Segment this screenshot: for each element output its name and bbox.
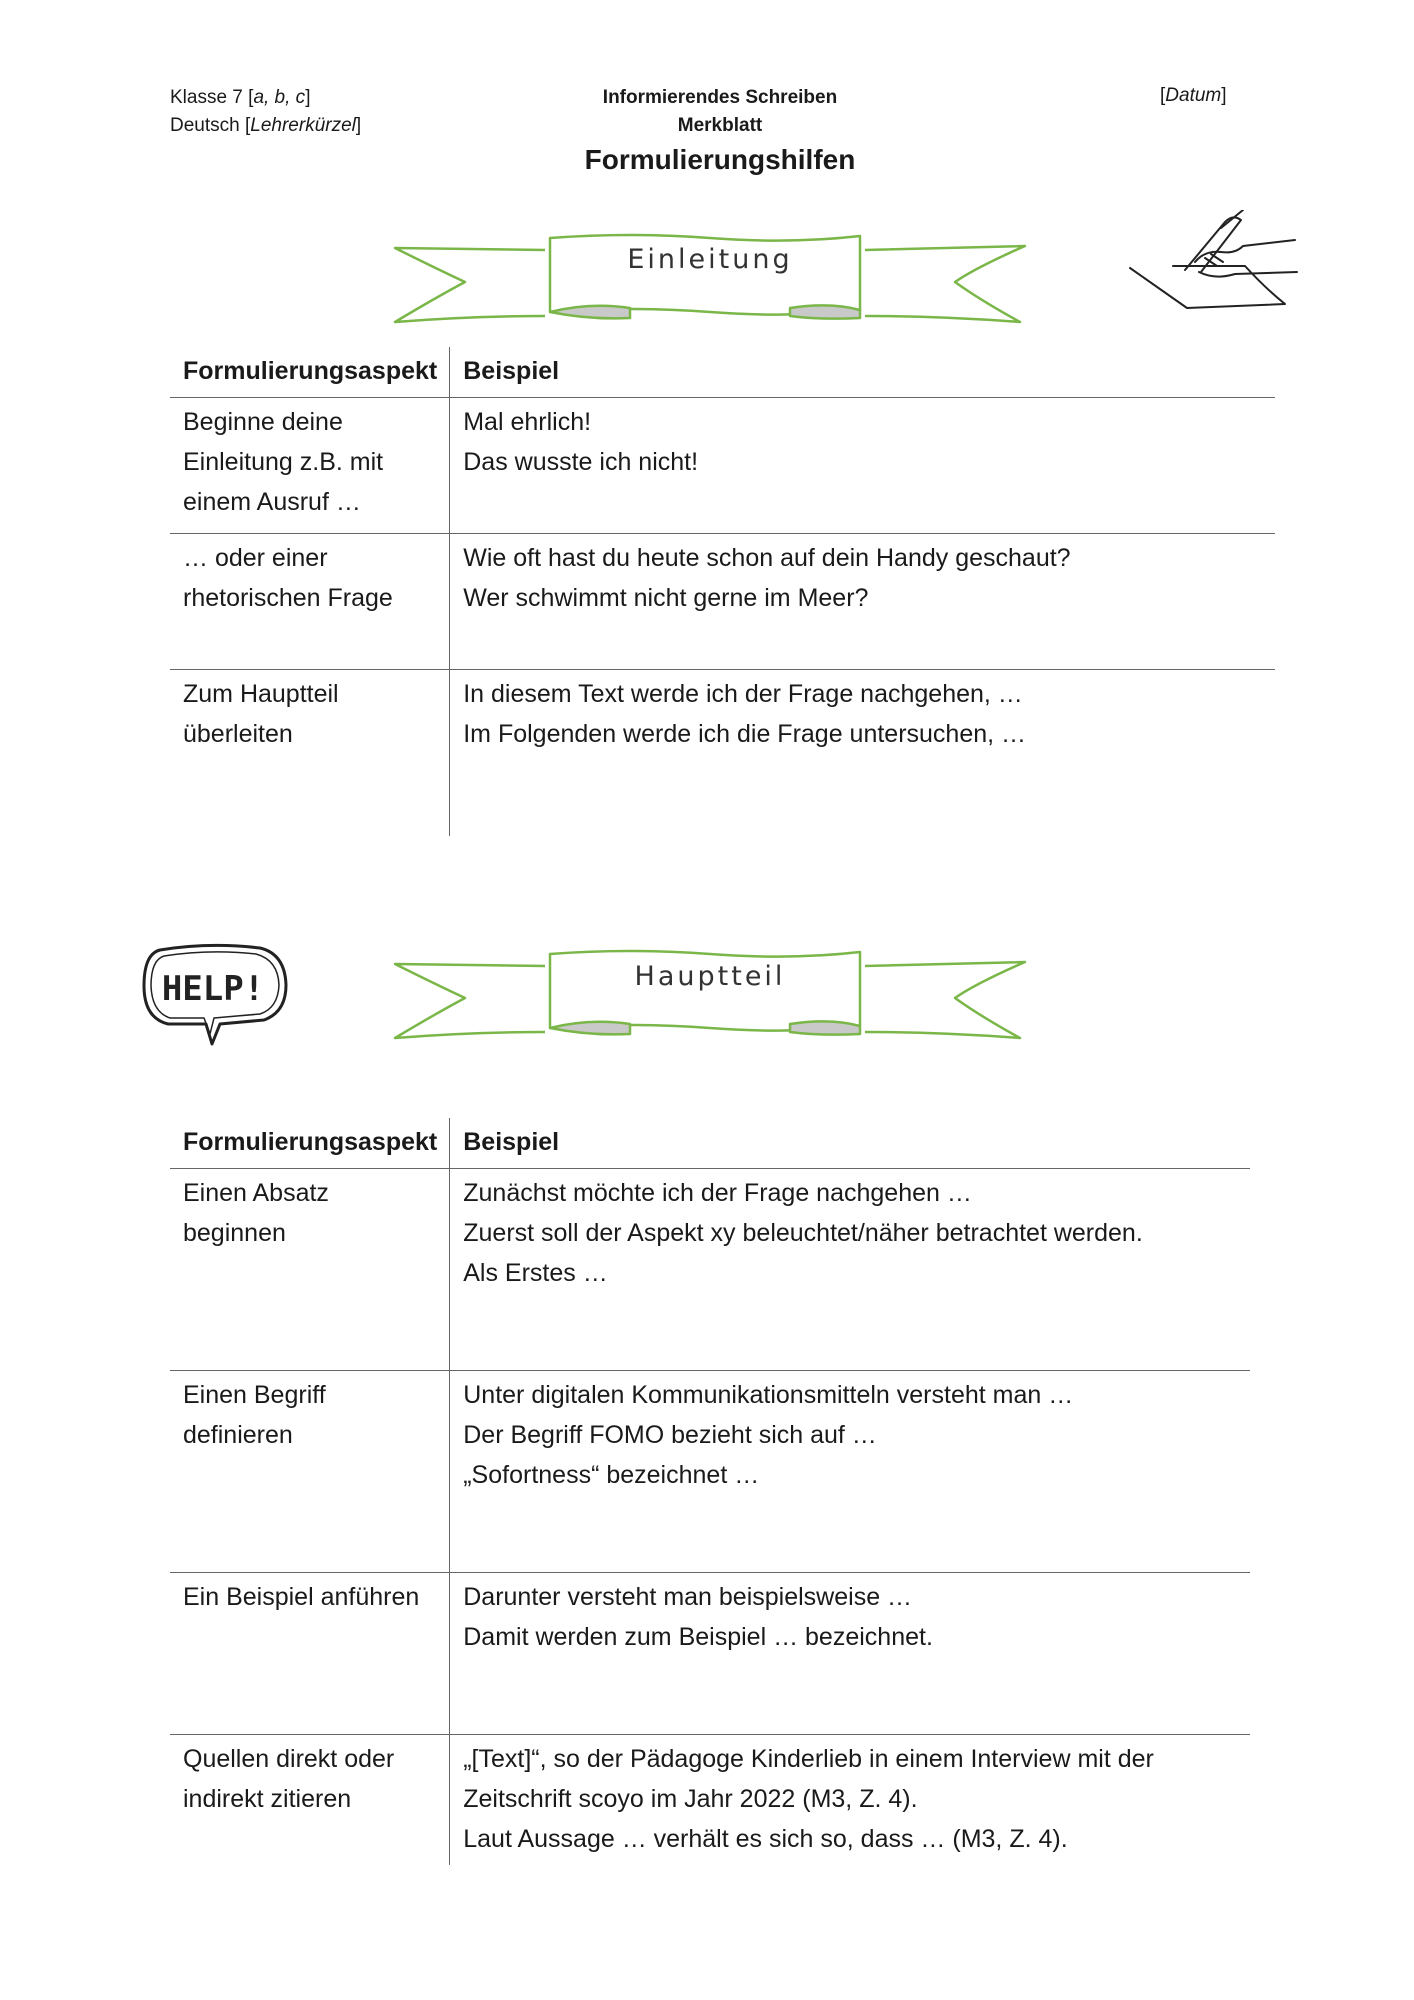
column-header-example: Beispiel xyxy=(450,347,1275,398)
help-speech-bubble-icon xyxy=(140,940,290,1050)
example-text: Im Folgenden werde ich die Frage untersuchen, … xyxy=(463,720,1027,748)
aspect-cell xyxy=(170,534,450,670)
example-text: Darunter versteht man beispielsweise … xyxy=(463,1583,913,1611)
example-cell xyxy=(450,398,1275,534)
example-text: „[Text]“, so der Pädagoge Kinderlieb in einem Interview mit der xyxy=(463,1745,1154,1773)
example-cell xyxy=(450,1169,1250,1371)
aspect-text: Beginne deine xyxy=(183,408,343,436)
table-row xyxy=(170,1371,1250,1573)
document-heading xyxy=(550,84,890,140)
aspect-text: Zum Hauptteil xyxy=(183,680,339,708)
example-text: Als Erstes … xyxy=(463,1259,608,1287)
hauptteil-table xyxy=(170,1118,1250,1865)
example-text: „Sofortness“ bezeichnet … xyxy=(463,1461,760,1489)
example-cell xyxy=(450,534,1275,670)
example-cell xyxy=(450,1573,1250,1735)
aspect-cell xyxy=(170,670,450,836)
example-cell xyxy=(450,1735,1250,1866)
example-text: Zuerst soll der Aspekt xy beleuchtet/näher betrachtet werden. xyxy=(463,1219,1143,1247)
example-text: Zeitschrift scoyo im Jahr 2022 (M3, Z. 4). xyxy=(463,1785,918,1813)
document-subject: Informierendes Schreiben xyxy=(602,87,838,108)
example-text: Wie oft hast du heute schon auf dein Handy geschaut? xyxy=(463,544,1071,572)
example-text: In diesem Text werde ich der Frage nachgehen, … xyxy=(463,680,1023,708)
aspect-cell xyxy=(170,1573,450,1735)
example-text: Laut Aussage … verhält es sich so, dass … (M3, Z. 4). xyxy=(463,1825,1068,1853)
aspect-text: Einen Absatz xyxy=(183,1179,329,1207)
example-text: Das wusste ich nicht! xyxy=(463,448,699,476)
banner-label-hauptteil: Hauptteil xyxy=(634,961,786,992)
aspect-text: Einleitung z.B. mit xyxy=(183,448,384,476)
example-text: Der Begriff FOMO bezieht sich auf … xyxy=(463,1421,877,1449)
example-text: Mal ehrlich! xyxy=(463,408,592,436)
subject-line: Deutsch [Lehrerkürzel] xyxy=(170,115,362,136)
column-header-example: Beispiel xyxy=(450,1118,1250,1169)
table-header-row xyxy=(170,347,1275,398)
table-header-row xyxy=(170,1118,1250,1169)
aspect-text: Quellen direkt oder xyxy=(183,1745,395,1773)
einleitung-table xyxy=(170,347,1275,836)
aspect-text: Einen Begriff xyxy=(183,1381,326,1409)
aspect-text: einem Ausruf … xyxy=(183,488,361,516)
aspect-text: rhetorischen Frage xyxy=(183,584,393,612)
column-header-aspect: Formulierungsaspekt xyxy=(170,1118,450,1169)
aspect-cell xyxy=(170,398,450,534)
table-row xyxy=(170,1169,1250,1371)
page-title: Formulierungshilfen xyxy=(584,144,856,175)
writing-hand-icon xyxy=(1125,210,1300,320)
date-field: [Datum] xyxy=(1160,85,1227,106)
aspect-text: … oder einer xyxy=(183,544,328,572)
table-row xyxy=(170,1735,1250,1866)
aspect-text: Ein Beispiel anführen xyxy=(183,1583,420,1611)
example-text: Damit werden zum Beispiel … bezeichnet. xyxy=(463,1623,933,1651)
banner-label-einleitung: Einleitung xyxy=(627,244,793,275)
aspect-text: überleiten xyxy=(183,720,293,748)
table-row xyxy=(170,670,1275,836)
document-type: Merkblatt xyxy=(677,115,763,136)
aspect-cell xyxy=(170,1169,450,1371)
example-text: Unter digitalen Kommunikationsmitteln versteht man … xyxy=(463,1381,1074,1409)
example-cell xyxy=(450,670,1275,836)
example-text: Wer schwimmt nicht gerne im Meer? xyxy=(463,584,869,612)
aspect-text: beginnen xyxy=(183,1219,286,1247)
help-bubble-text: HELP! xyxy=(161,969,265,1009)
table-row xyxy=(170,398,1275,534)
aspect-cell xyxy=(170,1735,450,1866)
class-info xyxy=(170,84,361,140)
aspect-cell xyxy=(170,1371,450,1573)
column-header-aspect: Formulierungsaspekt xyxy=(170,347,450,398)
aspect-text: definieren xyxy=(183,1421,293,1449)
class-line: Klasse 7 [a, b, c] xyxy=(170,87,311,108)
table-row xyxy=(170,534,1275,670)
example-text: Zunächst möchte ich der Frage nachgehen … xyxy=(463,1179,972,1207)
table-row xyxy=(170,1573,1250,1735)
example-cell xyxy=(450,1371,1250,1573)
aspect-text: indirekt zitieren xyxy=(183,1785,352,1813)
